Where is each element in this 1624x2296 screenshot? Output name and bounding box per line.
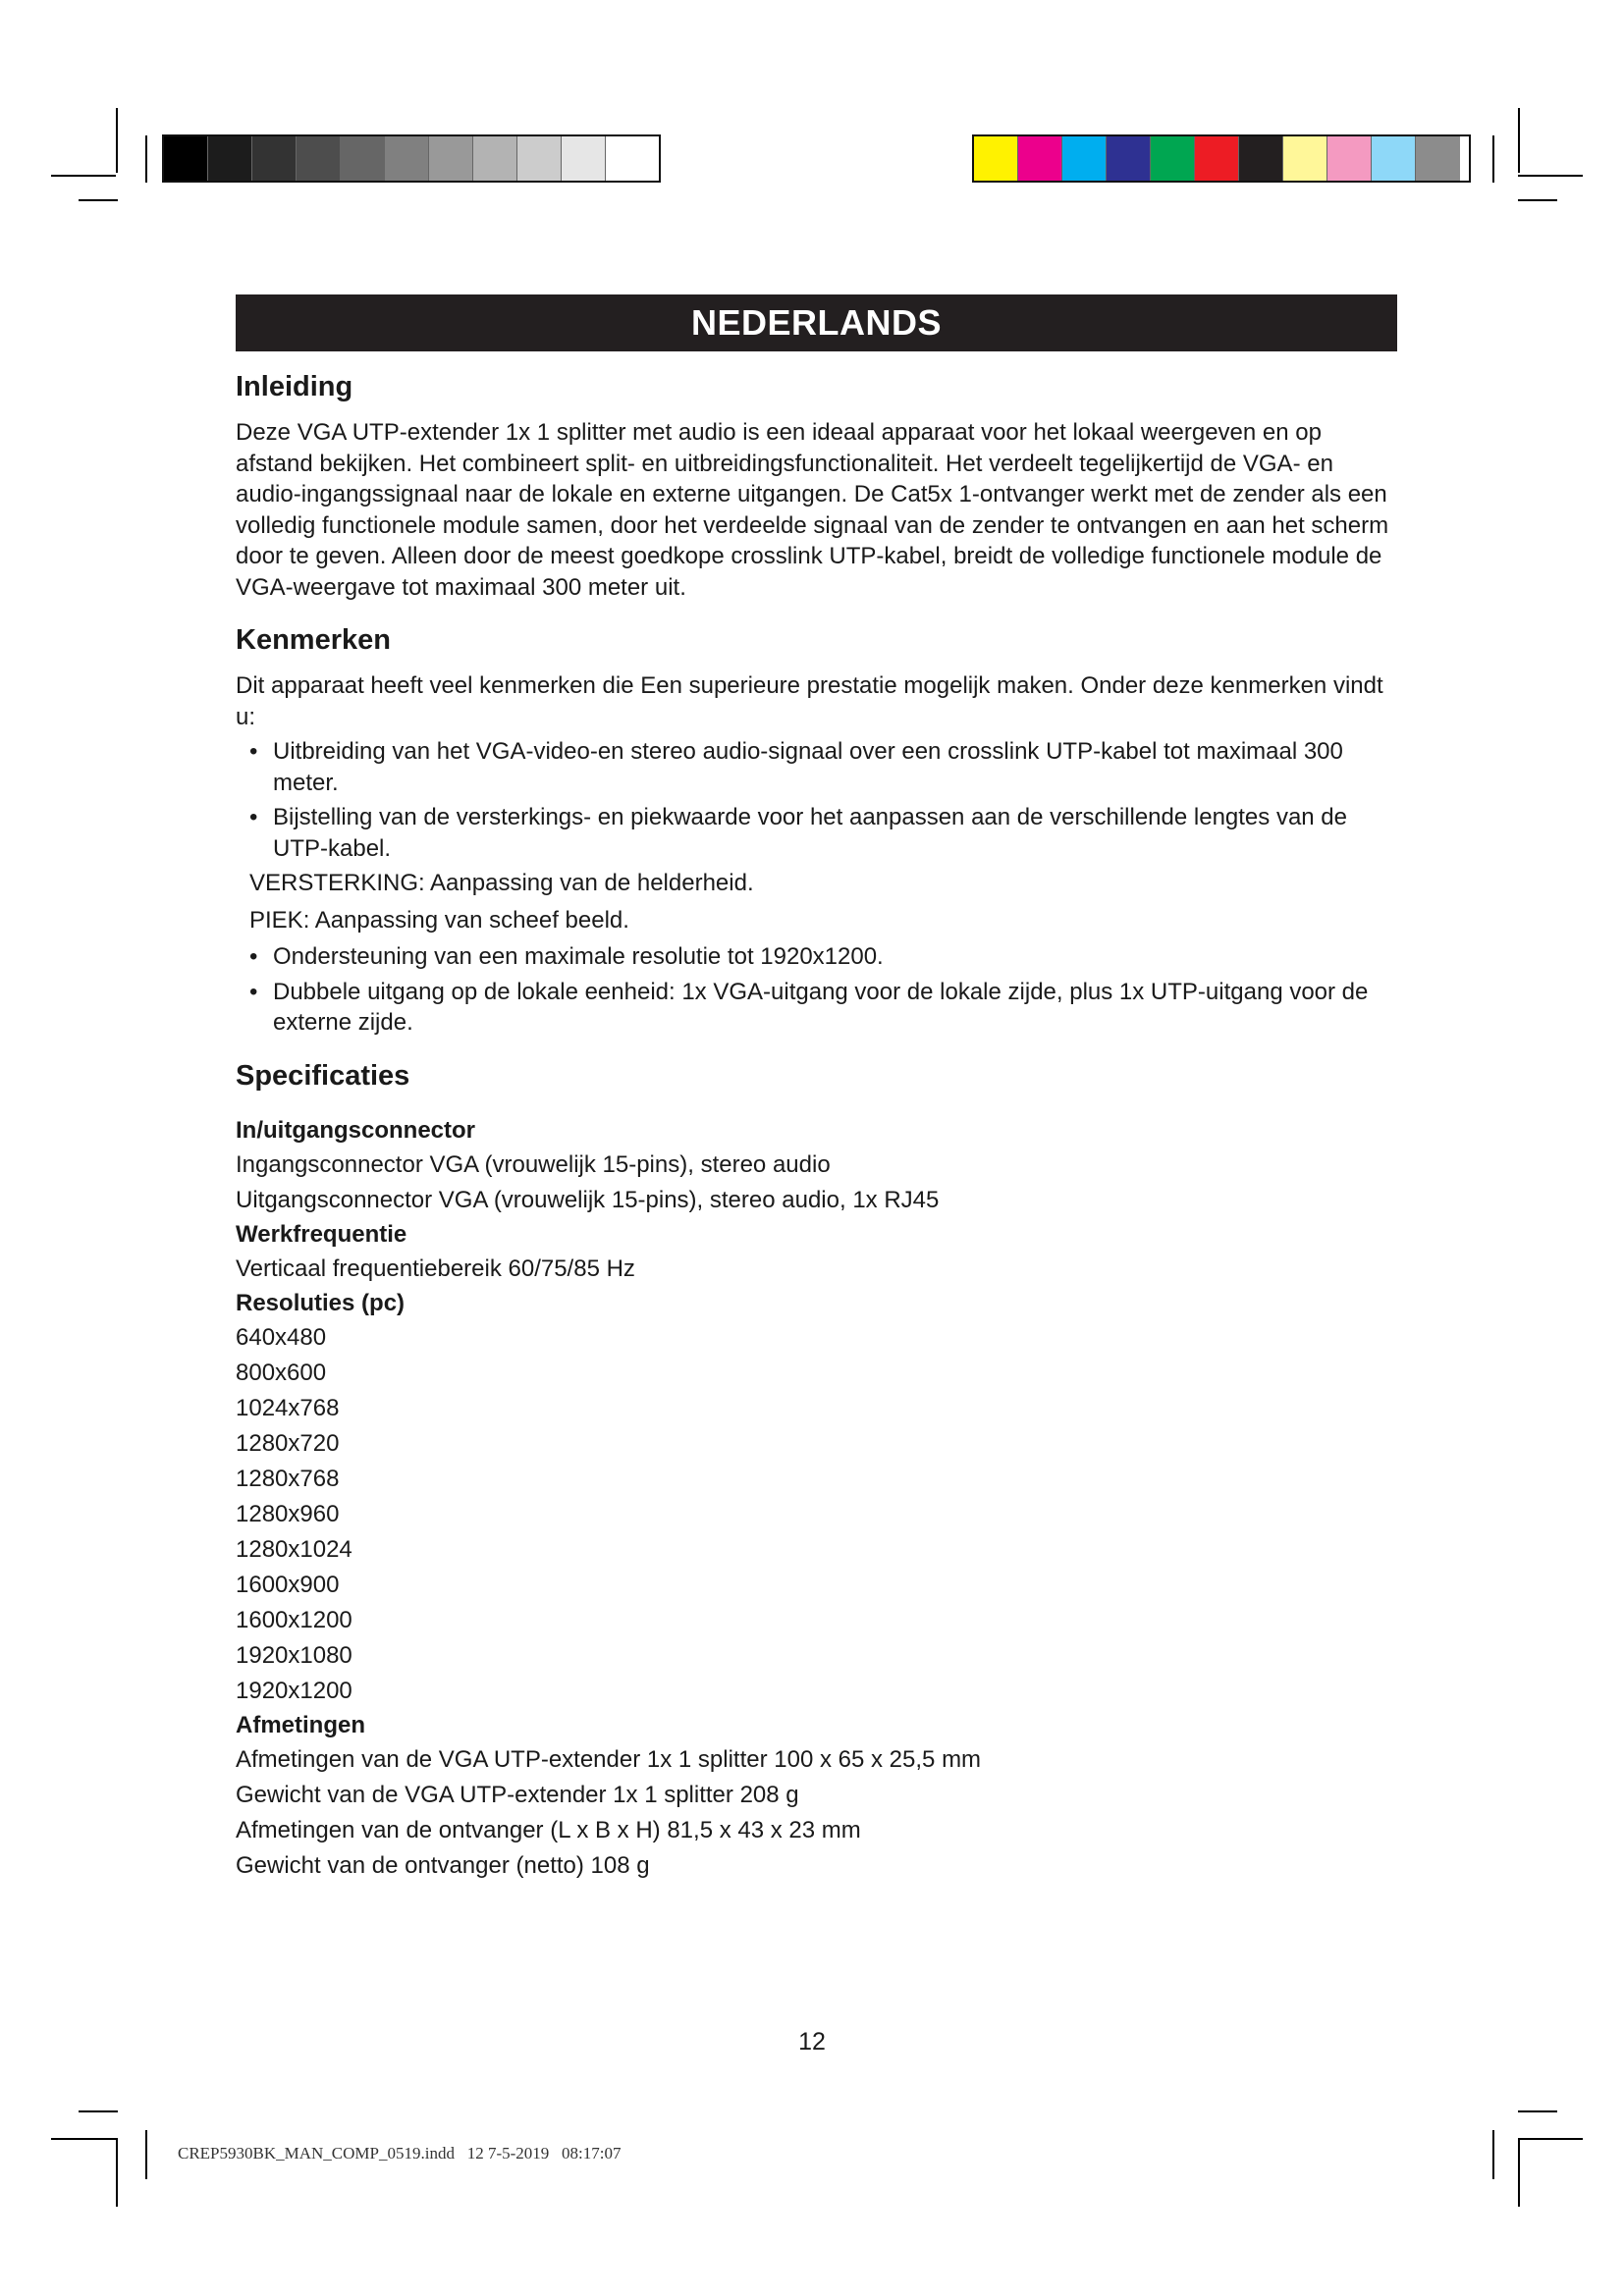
crop-mark-br-v [1518, 2138, 1520, 2207]
resolution-item: 1920x1080 [236, 1641, 352, 1669]
resolution-item: 1280x768 [236, 1465, 340, 1492]
features-list [236, 736, 1397, 1039]
crop-mark-bl-v2 [145, 2130, 147, 2179]
crop-mark-br-v2 [1492, 2130, 1494, 2179]
gray-swatch [341, 136, 385, 181]
crop-mark-tl-v [116, 108, 118, 173]
dimensions-heading: Afmetingen [236, 1711, 365, 1738]
section-intro [236, 371, 1397, 603]
intro-heading: Inleiding [236, 371, 353, 402]
feature-item: • Dubbele uitgang op de lokale eenheid: 1x VGA-uitgang voor de lokale zijde, plus 1x UTP-uitgang voor de externe zijde. [236, 977, 1397, 1039]
crop-mark-tl-h [51, 175, 116, 177]
section-features [236, 624, 1397, 1039]
gray-swatch [429, 136, 473, 181]
main-content [236, 371, 1397, 1905]
color-swatch [1239, 136, 1283, 181]
crop-mark-bl-h [79, 2110, 118, 2112]
grayscale-color-bar [162, 134, 661, 183]
crop-mark-br-h2 [1518, 2138, 1583, 2140]
spec-row: Afmetingen van de VGA UTP-extender 1x 1 splitter 100 x 65 x 25,5 mm [236, 1745, 982, 1773]
spec-row: Gewicht van de VGA UTP-extender 1x 1 splitter 208 g [236, 1781, 799, 1808]
gray-swatch [385, 136, 429, 181]
frequency-heading: Werkfrequentie [236, 1220, 407, 1248]
spec-row: Gewicht van de ontvanger (netto) 108 g [236, 1851, 650, 1879]
color-swatch [1151, 136, 1195, 181]
resolution-item: 800x600 [236, 1359, 327, 1386]
features-intro: Dit apparaat heeft veel kenmerken die Een superieure prestatie mogelijk maken. Onder deze kenmerken vindt u: [236, 672, 1383, 730]
feature-item: • Bijstelling van de versterkings- en piekwaarde voor het aanpassen aan de verschillende lengtes van de UTP-kabel. [236, 802, 1397, 864]
crop-mark-tr-v2 [1492, 135, 1494, 183]
resolution-item: 1024x768 [236, 1394, 340, 1421]
color-swatch [1107, 136, 1151, 181]
process-color-bar [972, 134, 1471, 183]
color-swatch [1195, 136, 1239, 181]
gray-swatch [164, 136, 208, 181]
specs-heading: Specificaties [236, 1059, 410, 1092]
gray-swatch [208, 136, 252, 181]
resolution-item: 1600x1200 [236, 1606, 352, 1633]
feature-item: • Ondersteuning van een maximale resolutie tot 1920x1200. [236, 941, 1397, 973]
section-specs [236, 1060, 1397, 1884]
crop-mark-tr-h [1518, 175, 1583, 177]
color-swatch [1416, 136, 1460, 181]
color-swatch [974, 136, 1018, 181]
connector-heading: In/uitgangsconnector [236, 1116, 476, 1144]
spec-row: Uitgangsconnector VGA (vrouwelijk 15-pins), stereo audio, 1x RJ45 [236, 1186, 940, 1213]
page-number: 12 [798, 2028, 826, 2056]
color-swatch [1372, 136, 1416, 181]
resolution-item: 1920x1200 [236, 1677, 352, 1704]
resolution-item: 1280x720 [236, 1429, 340, 1457]
gray-swatch [606, 136, 650, 181]
resolutions-heading: Resoluties (pc) [236, 1289, 406, 1316]
resolution-item: 640x480 [236, 1323, 327, 1351]
gray-swatch [562, 136, 606, 181]
crop-mark-tr-h2 [1518, 199, 1557, 201]
resolution-item: 1280x960 [236, 1500, 340, 1527]
crop-mark-tr-v [1518, 108, 1520, 173]
feature-item: • Uitbreiding van het VGA-video-en stereo audio-signaal over een crosslink UTP-kabel tot maximaal 300 meter. [236, 736, 1397, 798]
crop-mark-tl-v2 [145, 135, 147, 183]
gray-swatch [252, 136, 297, 181]
language-header [236, 294, 1397, 351]
color-swatch [1062, 136, 1107, 181]
crop-mark-bl-h2 [51, 2138, 116, 2140]
spec-row: Verticaal frequentiebereik 60/75/85 Hz [236, 1255, 635, 1282]
gray-swatch [473, 136, 517, 181]
feature-subitem: PIEK: Aanpassing van scheef beeld. [249, 906, 629, 934]
print-slug: CREP5930BK_MAN_COMP_0519.indd 12 7-5-2019 08:17:07 [178, 2144, 622, 2163]
feature-subitem: VERSTERKING: Aanpassing van de helderheid. [249, 870, 754, 896]
color-swatch [1327, 136, 1372, 181]
crop-mark-br-h [1518, 2110, 1557, 2112]
gray-swatch [297, 136, 341, 181]
spec-row: Ingangsconnector VGA (vrouwelijk 15-pins), stereo audio [236, 1150, 831, 1178]
color-swatch [1018, 136, 1062, 181]
crop-mark-tl-h2 [79, 199, 118, 201]
resolution-item: 1600x900 [236, 1571, 340, 1598]
resolution-item: 1280x1024 [236, 1535, 352, 1563]
header-title: NEDERLANDS [690, 302, 942, 343]
intro-text: Deze VGA UTP-extender 1x 1 splitter met audio is een ideaal apparaat voor het lokaal weergeven en op afstand bekijken. Het combineert split- en uitbreidingsfunctionaliteit. Het verdeelt tegelijkertijd de VGA- en audio-ingangssignaal naar de lokale en externe uitgangen. De Cat5x 1-ontvanger werkt met de zender als een volledig functionele module samen, door het verdeelde signaal van de zender te ontvangen en aan het scherm door te geven. Alleen door de meest goedkope crosslink UTP-kabel, breidt de volledige functionele module de VGA-weergave tot maximaal 300 meter uit. [236, 419, 1389, 601]
crop-mark-bl-v [116, 2138, 118, 2207]
color-swatch [1283, 136, 1327, 181]
gray-swatch [517, 136, 562, 181]
features-heading: Kenmerken [236, 624, 391, 656]
spec-row: Afmetingen van de ontvanger (L x B x H) 81,5 x 43 x 23 mm [236, 1816, 861, 1843]
